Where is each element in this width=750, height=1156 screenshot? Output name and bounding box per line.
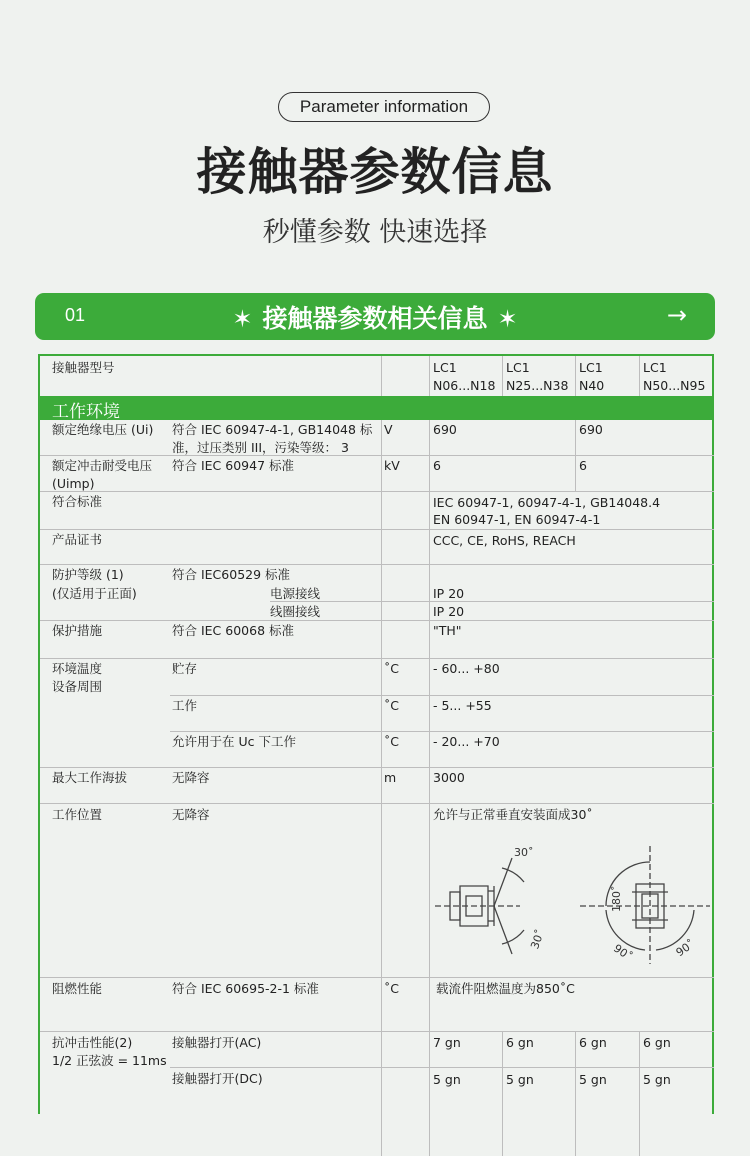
protection-condition: 符合 IEC60529 标准 <box>172 567 291 582</box>
model-2-line2: N25...N38 <box>506 378 569 393</box>
uimp-condition: 符合 IEC 60947 标准 <box>172 458 294 473</box>
col-divider <box>575 420 576 492</box>
altitude-label: 最大工作海拔 <box>52 770 128 785</box>
ui-unit: V <box>384 422 393 437</box>
row-divider <box>40 977 714 978</box>
model-4-line2: N50...N95 <box>643 378 706 393</box>
angle-90-right-label: 90˚ <box>673 937 698 960</box>
ui-condition-1: 符合 IEC 60947-4-1, GB14048 标 <box>172 422 373 437</box>
uimp-label-2: (Uimp) <box>52 476 95 491</box>
uimp-label-1: 额定冲击耐受电压 <box>52 458 153 473</box>
protection-sub-coil: 线圈接线 <box>270 604 321 619</box>
col-divider <box>575 356 576 396</box>
shock-ac-value-4: 6 gn <box>643 1035 671 1050</box>
parameter-table <box>38 354 714 1114</box>
row-divider <box>40 564 714 565</box>
col-divider <box>381 356 382 1156</box>
row-divider <box>170 1067 714 1068</box>
standards-value-1: IEC 60947-1, 60947-4-1, GB14048.4 <box>433 495 661 510</box>
col-divider <box>639 1031 640 1156</box>
treatment-condition: 符合 IEC 60068 标准 <box>172 623 294 638</box>
position-condition: 无降容 <box>172 807 210 822</box>
section-header-label: 工作环境 <box>52 402 120 422</box>
shock-dc-value-2: 5 gn <box>506 1072 534 1087</box>
treatment-label: 保护措施 <box>52 623 103 638</box>
protection-value-1: IP 20 <box>433 586 465 601</box>
angle-180-label: 180˚ <box>610 885 623 912</box>
temp-operation-unit: ˚C <box>384 698 399 713</box>
protection-label-1: 防护等级 (1) <box>52 567 124 582</box>
star-icon: ✶ <box>232 305 253 333</box>
angle-90-left-label: 90˚ <box>611 941 635 964</box>
standards-value-2: EN 60947-1, EN 60947-4-1 <box>433 512 601 527</box>
model-4-line1: LC1 <box>643 360 667 375</box>
temp-label-2: 设备周围 <box>52 679 103 694</box>
temp-storage-value: - 60... +80 <box>433 661 500 676</box>
model-3-line2: N40 <box>579 378 605 393</box>
temp-storage-condition: 贮存 <box>172 661 198 676</box>
temp-storage-unit: ˚C <box>384 661 399 676</box>
shock-ac-value-2: 6 gn <box>506 1035 534 1050</box>
temp-operation-value: - 5... +55 <box>433 698 492 713</box>
flame-condition: 符合 IEC 60695-2-1 标准 <box>172 981 319 996</box>
shock-ac-value-3: 6 gn <box>579 1035 607 1050</box>
col-divider <box>429 356 430 1156</box>
temp-uc-value: - 20... +70 <box>433 734 500 749</box>
section-header-environment <box>40 396 714 420</box>
temp-uc-unit: ˚C <box>384 734 399 749</box>
uimp-value-2: 6 <box>579 458 587 473</box>
shock-dc-value-4: 5 gn <box>643 1072 671 1087</box>
row-divider <box>40 767 714 768</box>
section-title: 接触器参数相关信息 <box>262 304 488 333</box>
treatment-value: "TH" <box>433 623 462 638</box>
temp-operation-condition: 工作 <box>172 698 198 713</box>
col-divider <box>639 356 640 396</box>
shock-dc-condition: 接触器打开(DC) <box>172 1071 263 1086</box>
ui-condition-2: 准，过压类别 III，污染等级： 3 <box>172 440 349 455</box>
model-3-line1: LC1 <box>579 360 603 375</box>
shock-label-2: 1/2 正弦波 = 11ms <box>52 1053 167 1068</box>
model-label: 接触器型号 <box>52 360 115 375</box>
protection-value-2: IP 20 <box>433 604 465 619</box>
shock-dc-value-3: 5 gn <box>579 1072 607 1087</box>
row-divider <box>170 731 714 732</box>
row-divider <box>170 695 714 696</box>
page-subtitle: 秒懂参数 快速选择 <box>262 217 488 248</box>
section-bar[interactable] <box>35 293 715 340</box>
position-value: 允许与正常垂直安装面成30˚ <box>433 807 593 822</box>
ui-value-1: 690 <box>433 422 457 437</box>
row-divider <box>270 601 714 602</box>
flame-label: 阻燃性能 <box>52 981 103 996</box>
model-1-line1: LC1 <box>433 360 457 375</box>
row-divider <box>40 620 714 621</box>
section-number: 01 <box>65 305 86 325</box>
position-label: 工作位置 <box>52 807 103 822</box>
col-divider <box>502 1031 503 1156</box>
temp-label-1: 环境温度 <box>52 661 103 676</box>
altitude-condition: 无降容 <box>172 770 210 785</box>
page-title: 接触器参数信息 <box>196 143 554 201</box>
standards-label: 符合标准 <box>52 494 103 509</box>
shock-ac-value-1: 7 gn <box>433 1035 461 1050</box>
model-2-line1: LC1 <box>506 360 530 375</box>
angle-30-bottom-label: 30˚ <box>528 927 548 951</box>
temp-uc-condition: 允许用于在 Uc 下工作 <box>172 734 296 749</box>
ui-value-2: 690 <box>579 422 603 437</box>
angle-30-top-label: 30˚ <box>514 846 534 859</box>
ui-label: 额定绝缘电压 (Ui) <box>52 422 154 437</box>
model-1-line2: N06...N18 <box>433 378 496 393</box>
arrow-right-icon[interactable]: → <box>666 301 687 329</box>
shock-label-1: 抗冲击性能(2) <box>52 1035 133 1050</box>
cert-label: 产品证书 <box>52 532 103 547</box>
altitude-unit: m <box>384 770 397 785</box>
row-divider <box>40 803 714 804</box>
section-title-group <box>35 299 715 335</box>
protection-sub-power: 电源接线 <box>270 586 321 601</box>
row-divider <box>40 455 714 456</box>
parameter-info-pill: Parameter information <box>278 92 490 122</box>
flame-unit: ˚C <box>384 981 399 996</box>
mounting-position-diagram <box>430 836 714 976</box>
row-divider <box>40 529 714 530</box>
row-divider <box>40 658 714 659</box>
uimp-unit: kV <box>384 458 400 473</box>
star-icon: ✶ <box>497 305 518 333</box>
shock-dc-value-1: 5 gn <box>433 1072 461 1087</box>
altitude-value: 3000 <box>433 770 465 785</box>
uimp-value-1: 6 <box>433 458 441 473</box>
col-divider <box>575 1031 576 1156</box>
protection-label-2: (仅适用于正面) <box>52 586 137 601</box>
flame-value: 载流件阻燃温度为850˚C <box>436 981 575 996</box>
shock-ac-condition: 接触器打开(AC) <box>172 1035 262 1050</box>
row-divider <box>40 491 714 492</box>
cert-value: CCC, CE, RoHS, REACH <box>433 533 576 548</box>
row-divider <box>40 1031 714 1032</box>
col-divider <box>502 356 503 396</box>
